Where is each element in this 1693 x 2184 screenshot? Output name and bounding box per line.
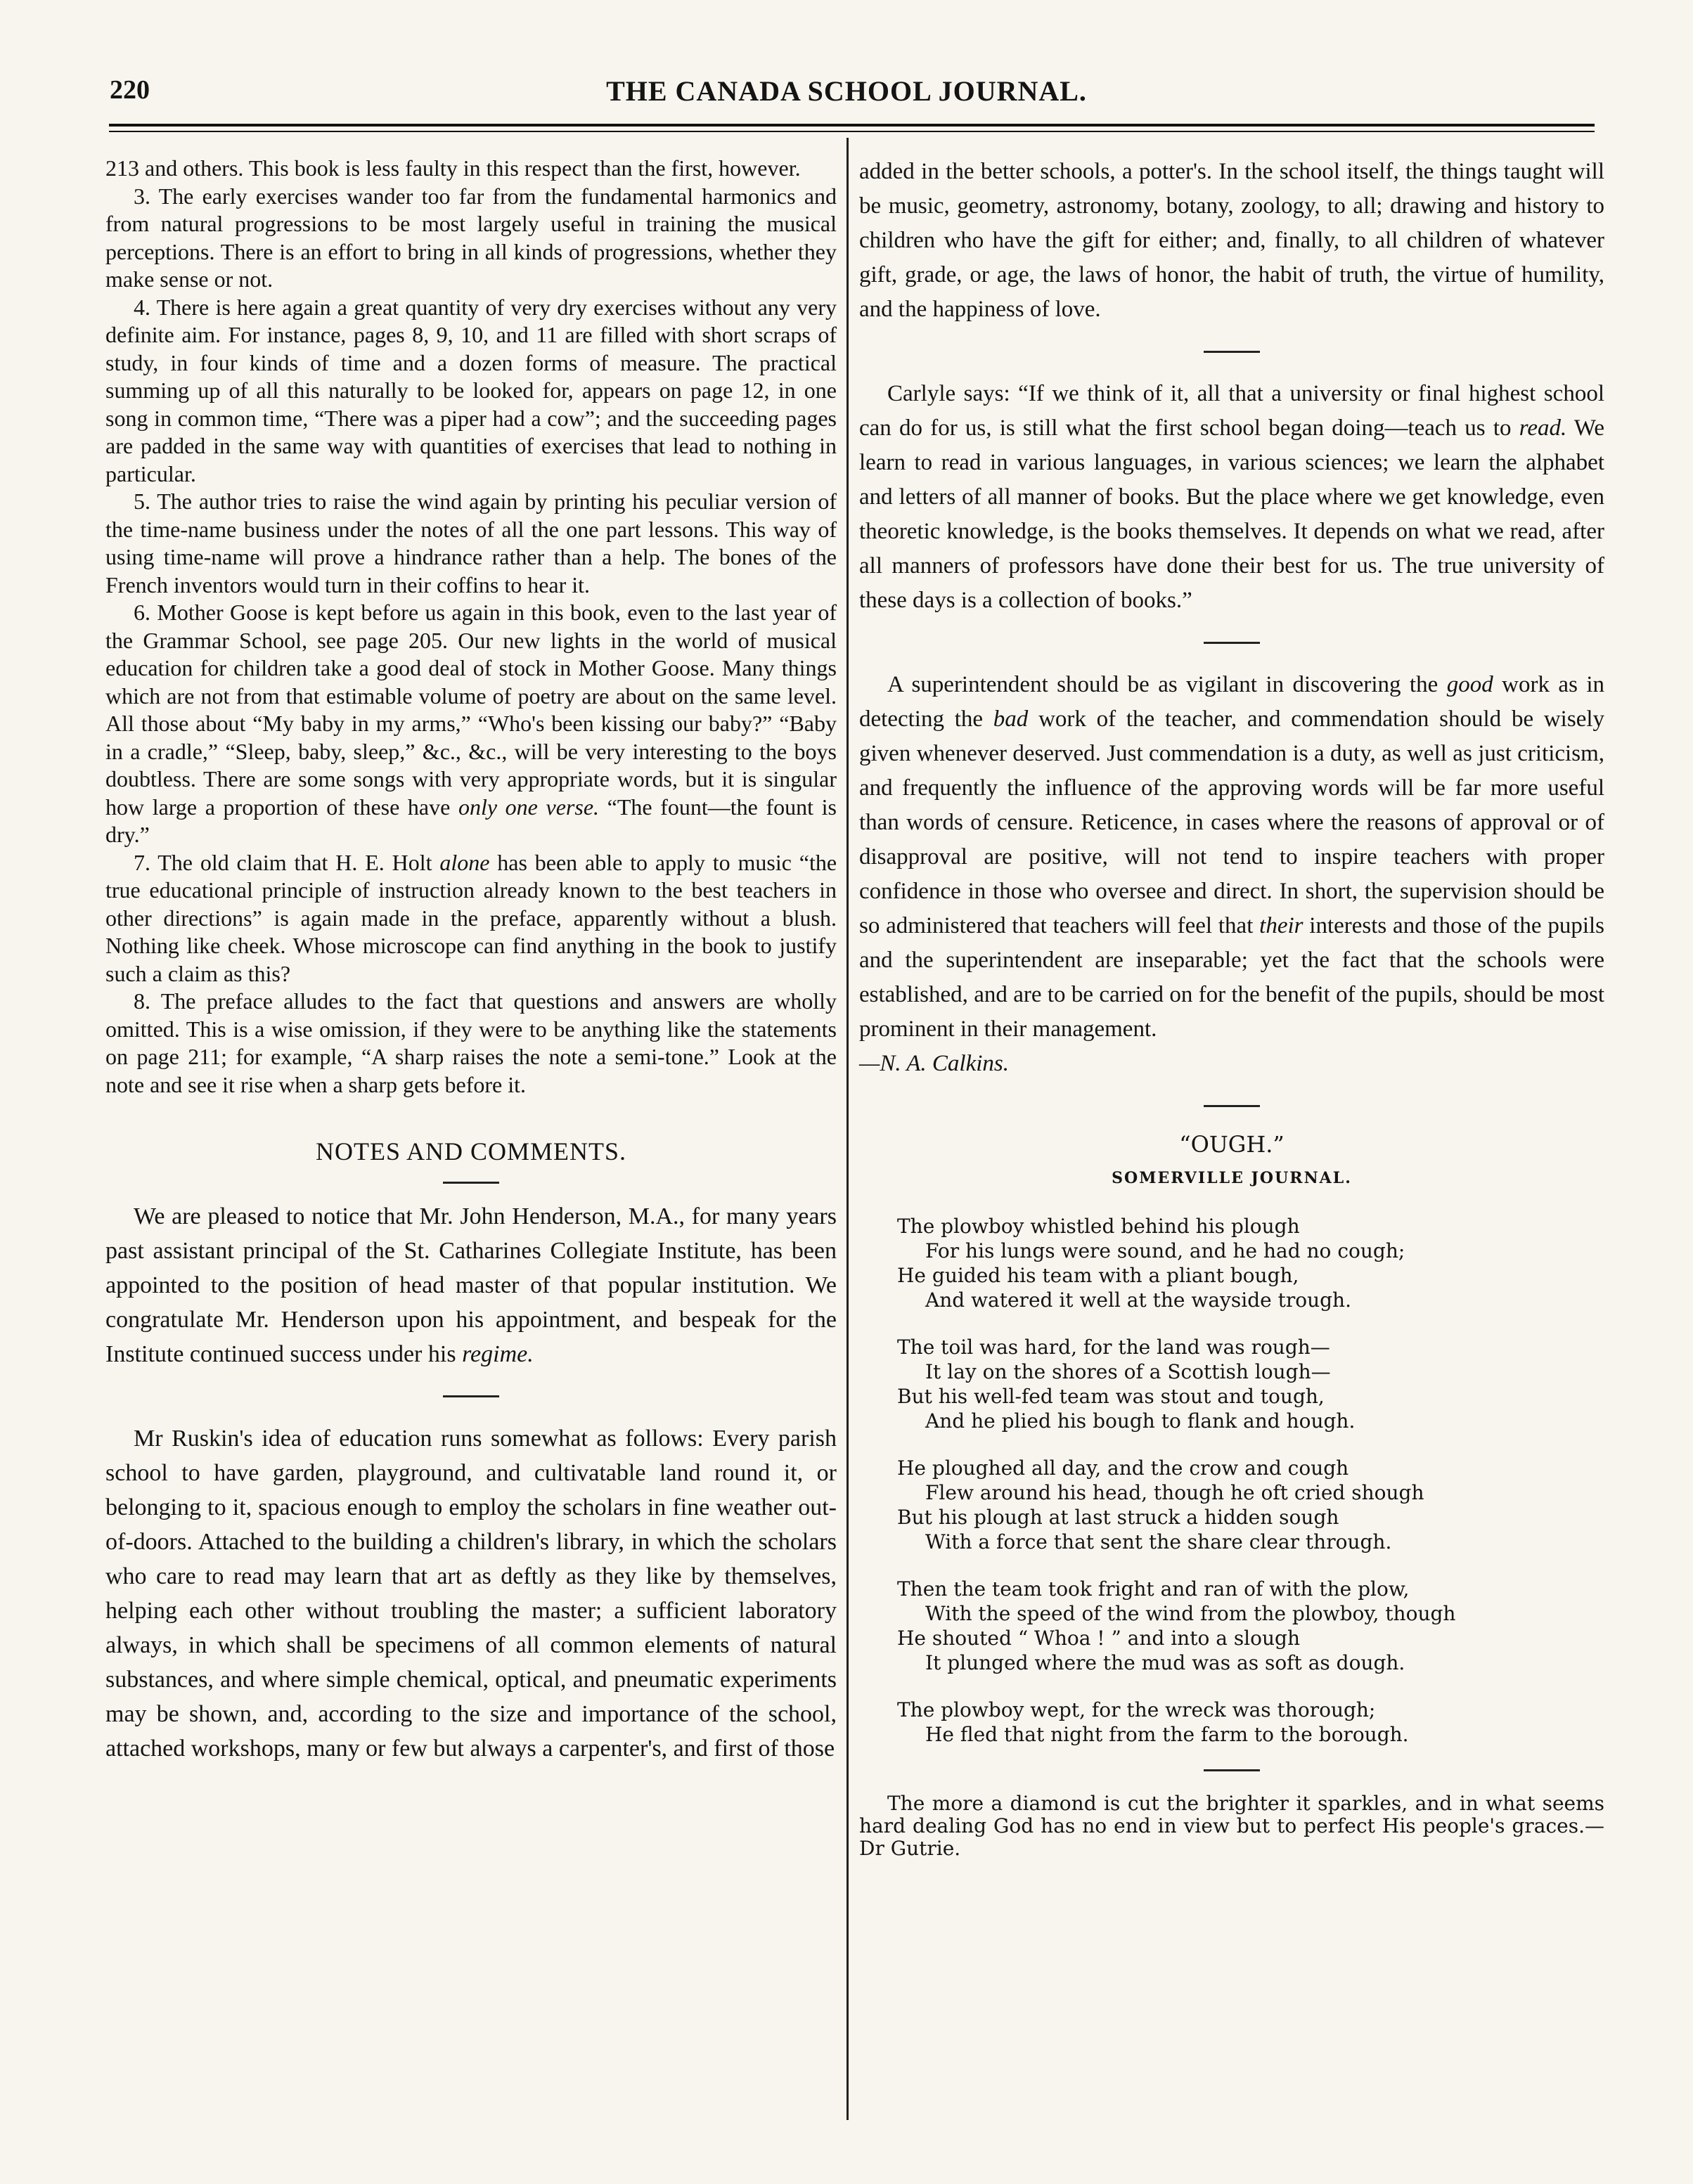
right-column [859, 155, 1604, 1860]
text-run: 7. The old claim that H. E. Holt [134, 849, 432, 875]
header-rule-thin [109, 131, 1595, 132]
paragraph: 4. There is here again a great quantity of very dry exercises without any very definite aim. For instance, pages 8, 9, 10, and 11 are filled with short scraps of study, in four kinds of time and a dozen forms of measure. The practical summing up of all this naturally to be looked for, appears on page 12, in one song in common time, “There was a piper had a cow”; and the succeeding pages are padded in the same way with quantities of exercises that lead to nothing in particular. [105, 294, 837, 486]
text-run: interests and those of the pupils and the superintendent are inseparable; yet the fact that the schools were established, and are to be carried on for the benefit of the pupils, should be most prominent in their management. [859, 913, 1605, 1042]
paragraph [859, 377, 1604, 618]
paragraph [105, 1199, 837, 1371]
italic-text: read. [1519, 415, 1567, 441]
italic-text: good [1446, 672, 1493, 697]
italic-text: bad [993, 706, 1029, 732]
notes-heading: NOTES AND COMMENTS. [315, 1137, 627, 1165]
separator [1204, 642, 1260, 644]
poem-stanza [897, 1214, 1604, 1312]
paragraph: 3. The early exercises wander too far from the fundamental harmonics and from natural progressions to be most largely useful in training the musical perceptions. There is an effort to bring in all kinds of progressions, whether they make sense or not. [105, 183, 837, 292]
italic-text: their [1259, 913, 1303, 938]
left-column [105, 155, 837, 1766]
poem-line: Then the team took fright and ran of with the plow, [897, 1577, 1410, 1601]
text-run: We are pleased to notice that Mr. John Henderson, M.A., for many years past assistant principal of the St. Catharines Collegiate Institute, has been appointed to the position of head master of that popular institution. We congratulate Mr. Henderson upon his appointment, and bespeak for the Institute continued success under his [105, 1203, 837, 1367]
poem-line: The toil was hard, for the land was rough— [897, 1336, 1330, 1359]
page-header [83, 70, 1610, 119]
text-run: work of the teacher, and commendation should be wisely given whenever deserved. Just commendation is a duty, as well as just criticism, and frequently the influence of the approving words will be far more useful than words of censure. Reticence, in cases where the reasons of approval or of disapproval are positive, will not tend to inspire teachers with proper confidence in those who oversee and direct. In short, the supervision should be so administered that teachers will feel that [859, 706, 1605, 938]
poem-line: And watered it well at the wayside trough. [925, 1288, 1351, 1312]
poem-line: The plowboy wept, for the wreck was thorough; [897, 1698, 1376, 1721]
paragraph: 213 and others. This book is less faulty in this respect than the first, however. [105, 155, 801, 181]
paragraph: 8. The preface alludes to the fact that questions and answers are wholly omitted. This is a wise omission, if they were to be anything like the statements on page 211; for example, “A sharp raises the note a semi-tone.” Look at the note and see it rise when a sharp gets before it. [105, 988, 837, 1097]
paragraph [105, 599, 837, 849]
music-review-section [105, 155, 837, 1099]
right-text [859, 155, 1604, 1081]
closing-quote: The more a diamond is cut the brighter it sparkles, and in what seems hard dealing God has no end in view but to perfect His people's graces.—Dr Gutrie. [859, 1792, 1604, 1860]
journal-title: THE CANADA SCHOOL JOURNAL. [606, 75, 1087, 107]
text-run: has been able to apply to music “the true educational principle of instruction already known to the best teachers in other directions” is again made in the preface, apparently without a blush. Nothing like cheek. Whose microscope can find anything in the book to justify such a claim as this? [105, 849, 837, 986]
poem-stanza [897, 1335, 1604, 1433]
poem-line: He ploughed all day, and the crow and cough [897, 1456, 1349, 1480]
separator [1204, 1105, 1260, 1107]
poem-title: “OUGH.” [1179, 1131, 1285, 1158]
paragraph: Mr Ruskin's idea of education runs somewhat as follows: Every parish school to have garden, playground, and cultivatable land round it, or belonging to it, spacious enough to employ the scholars in fine weather out-of-doors. Attached to the building a children's library, in which the scholars who care to read may learn that art as deftly as they like by themselves, helping each other without troubling the master; a sufficient laboratory always, in which shall be specimens of all common elements of natural substances, and where simple chemical, optical, and pneumatic experiments may be shown, and, according to the size and importance of the school, attached workshops, many or few but always a carpenter's, and first of those [105, 1426, 837, 1762]
poem-line: But his plough at last struck a hidden sough [897, 1506, 1339, 1529]
column-divider [846, 138, 849, 2120]
text-run: “The fount—the fount is dry.” [105, 794, 837, 847]
separator [1204, 351, 1260, 353]
poem-line: With the speed of the wind from the plowboy, though [925, 1602, 1456, 1625]
poem-line: For his lungs were sound, and he had no cough; [925, 1239, 1405, 1262]
poem-line: It lay on the shores of a Scottish lough— [925, 1360, 1331, 1383]
author-signature: —N. A. Calkins. [859, 1051, 1010, 1076]
poem-line: It plunged where the mud was as soft as dough. [925, 1651, 1405, 1674]
text-run: work as in detecting the [859, 672, 1605, 732]
text-run: A superintendent should be as vigilant in discovering the [887, 672, 1438, 697]
italic-text: only one verse. [458, 794, 600, 820]
poem-stanza [897, 1456, 1604, 1554]
italic-text: alone [439, 849, 490, 875]
poem-line: He fled that night from the farm to the borough. [925, 1723, 1409, 1746]
poem-line: He guided his team with a pliant bough, [897, 1264, 1299, 1287]
poem-line: With a force that sent the share clear through. [925, 1530, 1392, 1553]
poem-line: Flew around his head, though he oft cried shough [925, 1481, 1424, 1504]
poem-line: But his well-fed team was stout and tough, [897, 1385, 1325, 1408]
poem-stanza [897, 1577, 1604, 1675]
paragraph [105, 849, 837, 988]
text-run: Carlyle says: “If we think of it, all that a university or final highest school can do for us, is still what the first school began doing—teach us to [859, 381, 1604, 441]
italic-text: regime. [462, 1341, 534, 1367]
text-run: 6. Mother Goose is kept before us again in this book, even to the last year of the Grammar School, see page 205. Our new lights in the world of musical education for children take a good deal of stock in Mother Goose. Many things which are not from that estimable volume of poetry are about on the same level. All those about “My baby in my arms,” “Who's been kissing our baby?” “Baby in a cradle,” “Sleep, baby, sleep,” &c., &c., will be very interesting to the boys doubtless. There are some songs with very appropriate words, but it is singular how large a proportion of these have [105, 600, 837, 820]
paragraph [859, 668, 1604, 1047]
poem-stanza [897, 1698, 1604, 1747]
header-rule [109, 124, 1595, 127]
poem-line: He shouted “ Whoa ! ” and into a slough [897, 1627, 1300, 1650]
separator [443, 1182, 499, 1184]
separator [443, 1395, 499, 1397]
paragraph: added in the better schools, a potter's. In the school itself, the things taught will be music, geometry, astronomy, botany, zoology, to all; drawing and history to children who have the gift for either; and, finally, to all children of whatever gift, grade, or age, the laws of honor, the habit of truth, the virtue of humility, and the happiness of love. [859, 159, 1604, 322]
separator [1204, 1769, 1260, 1771]
poem-line: The plowboy whistled behind his plough [897, 1215, 1300, 1238]
notes-section [105, 1199, 837, 1766]
signature [859, 1047, 1604, 1081]
paragraph: 5. The author tries to raise the wind again by printing his peculiar version of the time-name business under the notes of all the one part lessons. This way of using time-name will prove a hindrance rather than a help. The bones of the French inventors would turn in their coffins to hear it. [105, 489, 837, 597]
poem [897, 1214, 1604, 1747]
page-number: 220 [110, 75, 150, 105]
poem-line: And he plied his bough to flank and hough. [925, 1409, 1356, 1433]
text-run: We learn to read in various languages, in various sciences; we learn the alphabet and letters of all manner of books. But the place where we get knowledge, even theoretic knowledge, is the books themselves. It depends on what we read, after all manners of professors have done their best for us. The true university of these days is a collection of books.” [859, 415, 1605, 613]
poem-source: SOMERVILLE JOURNAL. [1112, 1169, 1352, 1187]
